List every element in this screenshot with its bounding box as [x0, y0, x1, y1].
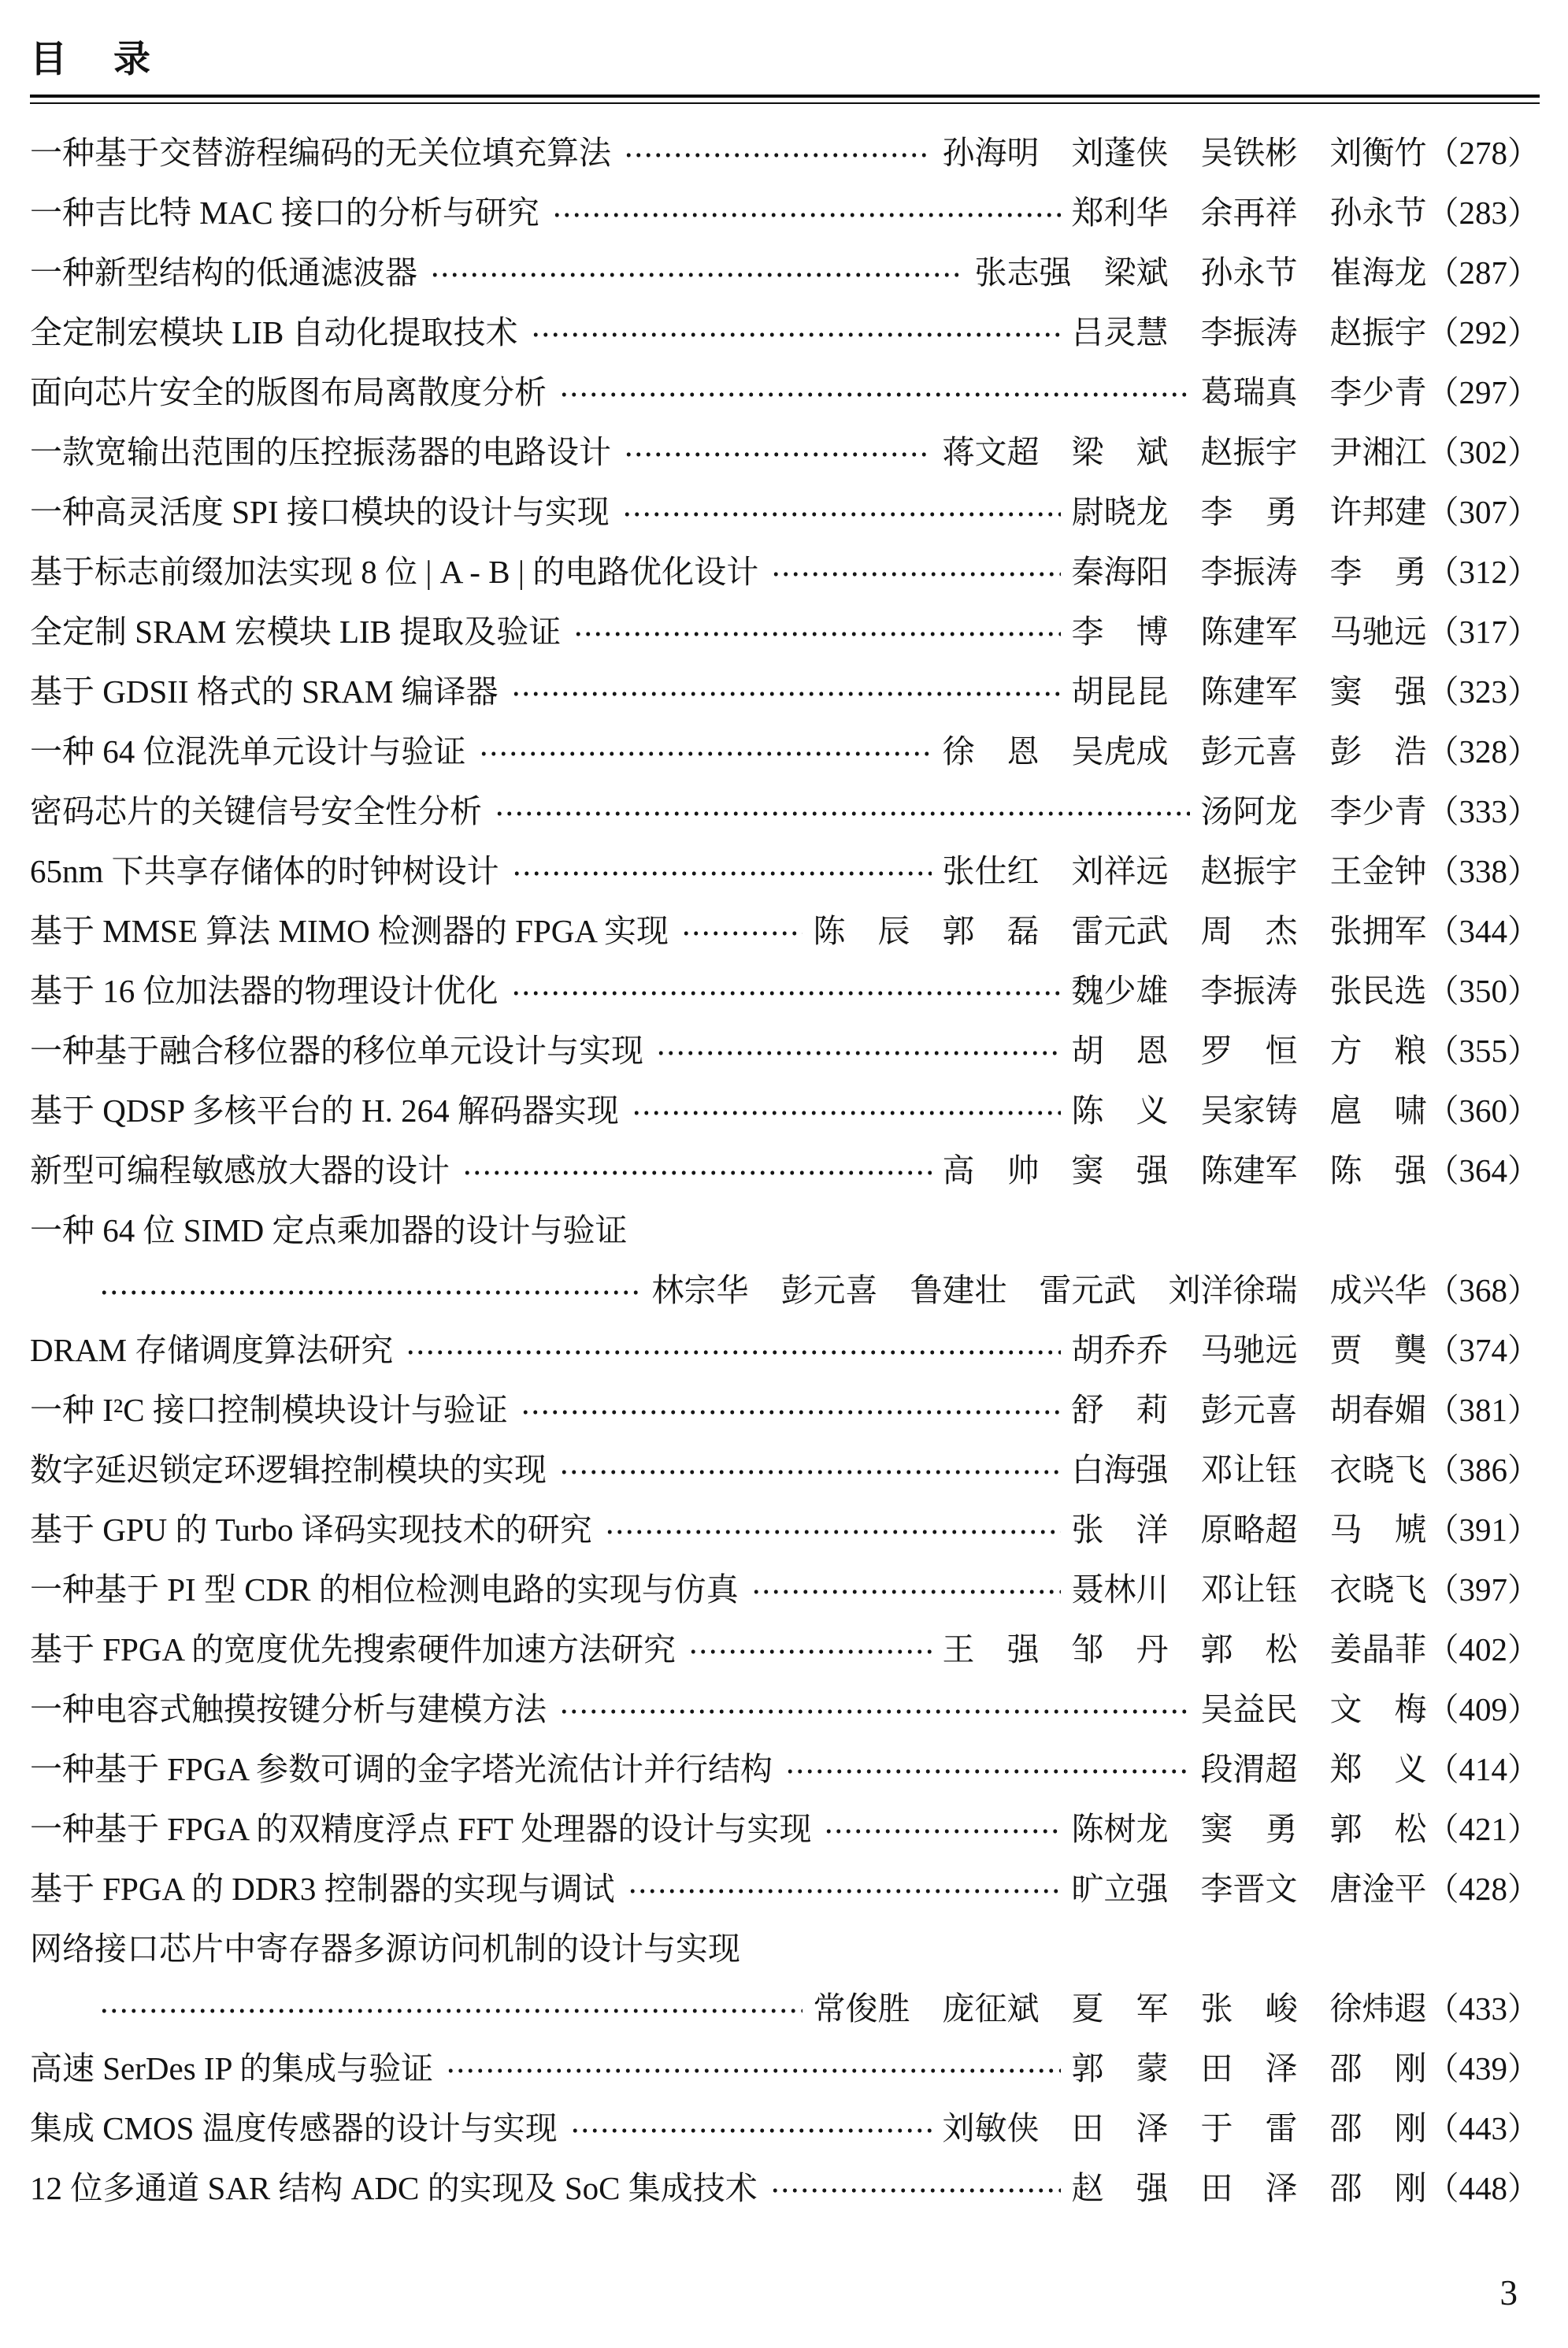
dot-leader [769, 571, 1060, 577]
dot-leader [510, 691, 1061, 697]
entry-title: 一种高灵活度 SPI 接口模块的设计与实现 [30, 494, 610, 530]
entry-authors: 陈树龙 窦 勇 郭 松（421） [1071, 1811, 1540, 1847]
entry-title: 65nm 下共享存储体的时钟树设计 [30, 853, 499, 889]
toc-entry [30, 362, 1540, 422]
dot-leader [550, 212, 1061, 218]
entry-title: 基于 GPU 的 Turbo 译码实现技术的研究 [30, 1512, 592, 1548]
entry-authors: 林宗华 彭元喜 鲁建壮 雷元武 刘洋徐瑞 成兴华（368） [651, 1272, 1540, 1308]
dot-leader [461, 1170, 932, 1176]
toc-entry [30, 542, 1540, 602]
entry-title: 密码芯片的关键信号安全性分析 [30, 793, 482, 829]
entry-title: 一种吉比特 MAC 接口的分析与研究 [30, 195, 539, 231]
entry-title: 新型可编程敏感放大器的设计 [30, 1152, 450, 1189]
entry-title: 一款宽输出范围的压控振荡器的电路设计 [30, 434, 611, 470]
entry-authors: 胡昆昆 陈建军 窦 强（323） [1071, 673, 1540, 710]
entry-authors: 胡乔乔 马驰远 贾 龑（374） [1071, 1332, 1540, 1368]
toc-entry [30, 1859, 1540, 1919]
entry-authors: 高 帅 窦 强 陈建军 陈 强（364） [942, 1152, 1540, 1189]
dot-leader [687, 1649, 931, 1655]
entry-title: 面向芯片安全的版图布局离散度分析 [30, 374, 547, 410]
entry-authors: 胡 恩 罗 恒 方 粮（355） [1071, 1033, 1540, 1069]
dot-leader [98, 1289, 641, 1296]
dot-leader [404, 1349, 1060, 1356]
entry-title: 集成 CMOS 温度传感器的设计与实现 [30, 2110, 558, 2146]
dot-leader [630, 1110, 1061, 1116]
dot-leader [98, 2008, 803, 2014]
entry-authors: 王 强 邹 丹 郭 松 姜晶菲（402） [942, 1631, 1540, 1667]
page-title: 目 录 [30, 39, 155, 80]
entry-authors: 张仕红 刘祥远 赵振宇 王金钟（338） [942, 853, 1540, 889]
dot-leader [621, 511, 1061, 517]
entry-title: 一种 64 位混洗单元设计与验证 [30, 733, 466, 770]
entry-title: 12 位多通道 SAR 结构 ADC 的实现及 SoC 集成技术 [30, 2170, 758, 2206]
entry-title: 基于 QDSP 多核平台的 H. 264 解码器实现 [30, 1092, 619, 1129]
dot-leader [510, 870, 932, 877]
entry-authors: 吴益民 文 梅（409） [1200, 1691, 1540, 1727]
header [30, 25, 1540, 87]
toc-entry [30, 422, 1540, 482]
entry-title: 网络接口芯片中寄存器多源访问机制的设计与实现 [30, 1931, 740, 1967]
entry-authors: 赵 强 田 泽 邵 刚（448） [1071, 2170, 1540, 2206]
entry-authors: 刘敏侠 田 泽 于 雷 邵 刚（443） [942, 2110, 1540, 2146]
toc-entry [30, 1440, 1540, 1500]
entry-title: 全定制宏模块 LIB 自动化提取技术 [30, 314, 518, 351]
dot-leader [569, 2127, 932, 2134]
toc-list [30, 123, 1540, 2218]
entry-authors: 徐 恩 吴虎成 彭元喜 彭 浩（328） [942, 733, 1540, 770]
entry-title: 基于标志前缀加法实现 8 位 | A - B | 的电路优化设计 [30, 554, 759, 590]
dot-leader [529, 332, 1061, 338]
entry-title: 数字延迟锁定环逻辑控制模块的实现 [30, 1452, 547, 1488]
entry-title: 一种 I²C 接口控制模块设计与验证 [30, 1392, 508, 1428]
toc-entry [30, 1500, 1540, 1560]
entry-authors: 葛瑞真 李少青（297） [1200, 374, 1540, 410]
toc-entry [30, 1021, 1540, 1081]
dot-leader [558, 1469, 1061, 1475]
entry-authors: 郑利华 余再祥 孙永节（283） [1071, 195, 1540, 231]
dot-leader [558, 1708, 1190, 1715]
dot-leader [750, 1589, 1061, 1595]
dot-leader [769, 2187, 1061, 2194]
entry-title: 一种新型结构的低通滤波器 [30, 254, 417, 291]
dot-leader [603, 1529, 1061, 1535]
entry-authors: 段渭超 郑 义（414） [1200, 1751, 1540, 1787]
dot-leader [428, 272, 964, 278]
entry-title: 基于 MMSE 算法 MIMO 检测器的 FPGA 实现 [30, 913, 669, 949]
toc-entry [30, 123, 1540, 183]
entry-title: 一种基于 FPGA 的双精度浮点 FFT 处理器的设计与实现 [30, 1811, 812, 1847]
toc-entry-continuation [30, 1979, 1540, 2038]
toc-entry [30, 1919, 1540, 1979]
dot-leader [519, 1409, 1061, 1415]
dot-leader [626, 1888, 1061, 1894]
entry-title: 一种 64 位 SIMD 定点乘加器的设计与验证 [30, 1212, 628, 1248]
dot-leader [510, 990, 1061, 996]
entry-title: DRAM 存储调度算法研究 [30, 1332, 394, 1368]
header-rule [30, 95, 1540, 104]
entry-authors: 郭 蒙 田 泽 邵 刚（439） [1071, 2050, 1540, 2086]
toc-entry [30, 1739, 1540, 1799]
toc-entry [30, 1799, 1540, 1859]
toc-entry [30, 1380, 1540, 1440]
entry-authors: 汤阿龙 李少青（333） [1200, 793, 1540, 829]
toc-entry [30, 482, 1540, 542]
entry-title: 高速 SerDes IP 的集成与验证 [30, 2050, 434, 2086]
entry-authors: 舒 莉 彭元喜 胡春媚（381） [1071, 1392, 1540, 1428]
entry-authors: 白海强 邓让钰 衣晓飞（386） [1071, 1452, 1540, 1488]
toc-entry [30, 662, 1540, 721]
toc-entry [30, 1200, 1540, 1260]
entry-authors: 蒋文超 梁 斌 赵振宇 尹湘江（302） [942, 434, 1540, 470]
toc-entry [30, 1619, 1540, 1679]
entry-authors: 秦海阳 李振涛 李 勇（312） [1071, 554, 1540, 590]
entry-authors: 陈 辰 郭 磊 雷元武 周 杰 张拥军（344） [813, 913, 1540, 949]
entry-title: 一种基于 FPGA 参数可调的金字塔光流估计并行结构 [30, 1751, 773, 1787]
toc-entry [30, 243, 1540, 302]
toc-entry [30, 841, 1540, 901]
entry-authors: 张志强 梁斌 孙永节 崔海龙（287） [974, 254, 1540, 291]
dot-leader [622, 152, 932, 158]
dot-leader [493, 810, 1190, 817]
toc-entry [30, 2038, 1540, 2098]
toc-entry [30, 602, 1540, 662]
dot-leader [654, 1050, 1061, 1056]
page-number: 3 [1499, 2273, 1518, 2313]
entry-title: 一种基于交替游程编码的无关位填充算法 [30, 135, 611, 171]
entry-title: 一种基于 PI 型 CDR 的相位检测电路的实现与仿真 [30, 1571, 739, 1608]
entry-authors: 李 博 陈建军 马驰远（317） [1071, 614, 1540, 650]
entry-title: 一种电容式触摸按键分析与建模方法 [30, 1691, 547, 1727]
entry-authors: 孙海明 刘蓬侠 吴铁彬 刘衡竹（278） [942, 135, 1540, 171]
dot-leader [572, 631, 1060, 637]
toc-entry [30, 961, 1540, 1021]
toc-entry [30, 1141, 1540, 1200]
entry-authors: 常俊胜 庞征斌 夏 军 张 峻 徐炜遐（433） [813, 1990, 1540, 2027]
dot-leader [680, 930, 803, 937]
entry-authors: 旷立强 李晋文 唐淦平（428） [1071, 1871, 1540, 1907]
entry-authors: 张 洋 原略超 马 虓（391） [1071, 1512, 1540, 1548]
entry-authors: 陈 义 吴家铸 扈 啸（360） [1071, 1092, 1540, 1129]
dot-leader [558, 391, 1190, 398]
dot-leader [822, 1828, 1060, 1834]
toc-entry [30, 901, 1540, 961]
toc-entry [30, 2098, 1540, 2158]
entry-authors: 聂林川 邓让钰 衣晓飞（397） [1071, 1571, 1540, 1608]
entry-title: 全定制 SRAM 宏模块 LIB 提取及验证 [30, 614, 562, 650]
dot-leader [444, 2068, 1060, 2074]
entry-title: 基于 FPGA 的 DDR3 控制器的实现与调试 [30, 1871, 615, 1907]
dot-leader [784, 1768, 1189, 1775]
dot-leader [477, 751, 932, 757]
toc-entry [30, 781, 1540, 841]
toc-entry [30, 1679, 1540, 1739]
entry-title: 基于 16 位加法器的物理设计优化 [30, 973, 499, 1009]
toc-entry [30, 183, 1540, 243]
entry-title: 一种基于融合移位器的移位单元设计与实现 [30, 1033, 643, 1069]
entry-authors: 魏少雄 李振涛 张民选（350） [1071, 973, 1540, 1009]
entry-authors: 吕灵慧 李振涛 赵振宇（292） [1071, 314, 1540, 351]
toc-entry [30, 721, 1540, 781]
toc-entry [30, 302, 1540, 362]
toc-entry [30, 1320, 1540, 1380]
dot-leader [622, 451, 932, 458]
entry-authors: 尉晓龙 李 勇 许邦建（307） [1071, 494, 1540, 530]
toc-entry [30, 1081, 1540, 1141]
entry-title: 基于 GDSII 格式的 SRAM 编译器 [30, 673, 499, 710]
entry-title: 基于 FPGA 的宽度优先搜索硬件加速方法研究 [30, 1631, 677, 1667]
toc-entry-continuation [30, 1260, 1540, 1320]
toc-entry [30, 2158, 1540, 2218]
toc-entry [30, 1560, 1540, 1619]
